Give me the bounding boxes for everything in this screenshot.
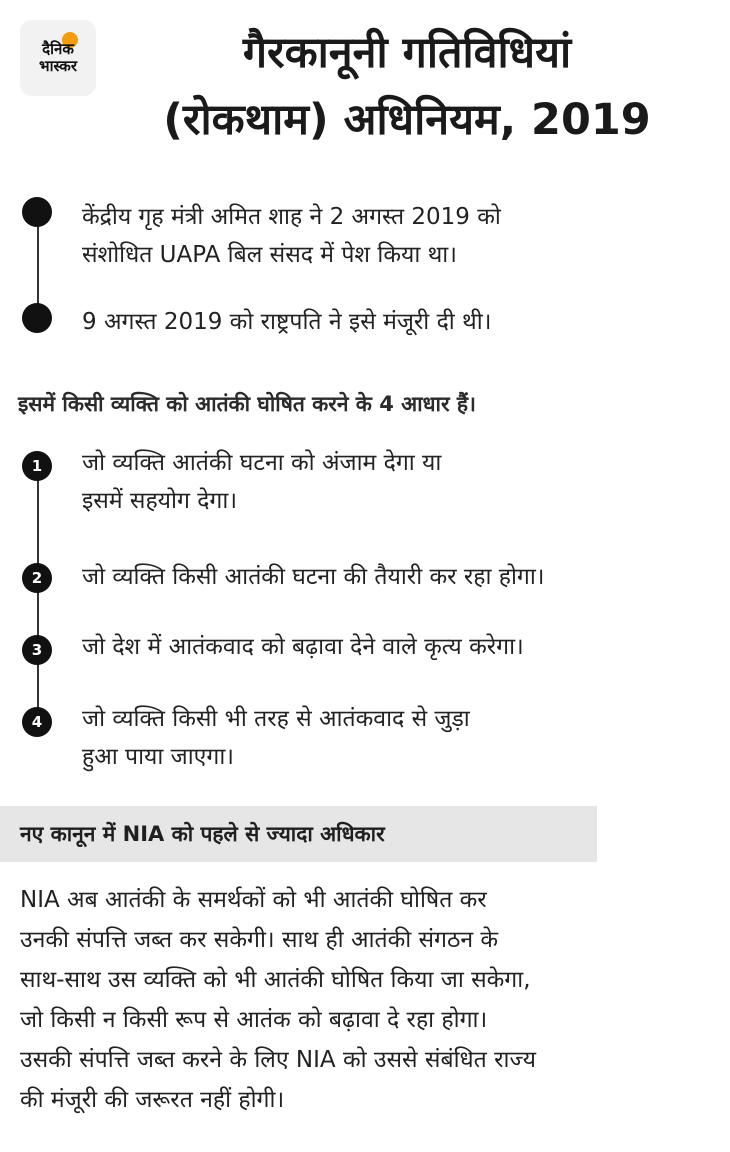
grounds-heading: इसमें किसी व्यक्ति को आतंकी घोषित करने के 4 आधार हैं। bbox=[18, 392, 476, 416]
logo-line-1: दैनिक bbox=[42, 40, 74, 58]
timeline-item: 9 अगस्त 2019 को राष्ट्रपति ने इसे मंजूरी दी थी। bbox=[82, 309, 492, 335]
timeline-dot bbox=[22, 197, 52, 227]
number-badge: 2 bbox=[22, 563, 52, 593]
number-badge: 4 bbox=[22, 707, 52, 737]
ground-item: जो व्यक्ति किसी आतंकी घटना की तैयारी कर रहा होगा। bbox=[82, 564, 545, 590]
ground-item: जो व्यक्ति किसी भी तरह से आतंकवाद से जुड़ा हुआ पाया जाएगा। bbox=[82, 706, 470, 770]
timeline-dot bbox=[22, 303, 52, 333]
timeline-item: केंद्रीय गृह मंत्री अमित शाह ने 2 अगस्त 2019 को संशोधित UAPA बिल संसद में पेश किया था। bbox=[82, 204, 501, 268]
number-badge: 3 bbox=[22, 635, 52, 665]
number-badge: 1 bbox=[22, 451, 52, 481]
ground-item: जो व्यक्ति आतंकी घटना को अंजाम देगा या इसमें सहयोग देगा। bbox=[82, 450, 442, 514]
ground-item: जो देश में आतंकवाद को बढ़ावा देने वाले कृत्य करेगा। bbox=[82, 634, 524, 660]
nia-heading: नए कानून में NIA को पहले से ज्यादा अधिकार bbox=[20, 822, 385, 846]
nia-paragraph: NIA अब आतंकी के समर्थकों को भी आतंकी घोषित कर उनकी संपत्ति जब्त कर सकेगी। साथ ही आतंकी संगठन के साथ-साथ उस व्यक्ति को भी आतंकी घोषित किया जा सकेगा, जो किसी न किसी रूप से आतंक को बढ़ावा दे रहा होगा। उसकी संपत्ति जब्त करने के लिए NIA को उससे संबंधित राज्य की मंजूरी की जरूरत नहीं होगी। bbox=[20, 887, 536, 1113]
logo bbox=[20, 20, 96, 96]
logo-line-2: भास्कर bbox=[39, 57, 77, 75]
grounds-connector bbox=[37, 466, 39, 722]
title-line-2: (रोकथाम) अधिनियम, 2019 bbox=[163, 95, 651, 145]
page-title bbox=[104, 20, 710, 154]
title-line-1: गैरकानूनी गतिविधियां bbox=[242, 28, 572, 78]
